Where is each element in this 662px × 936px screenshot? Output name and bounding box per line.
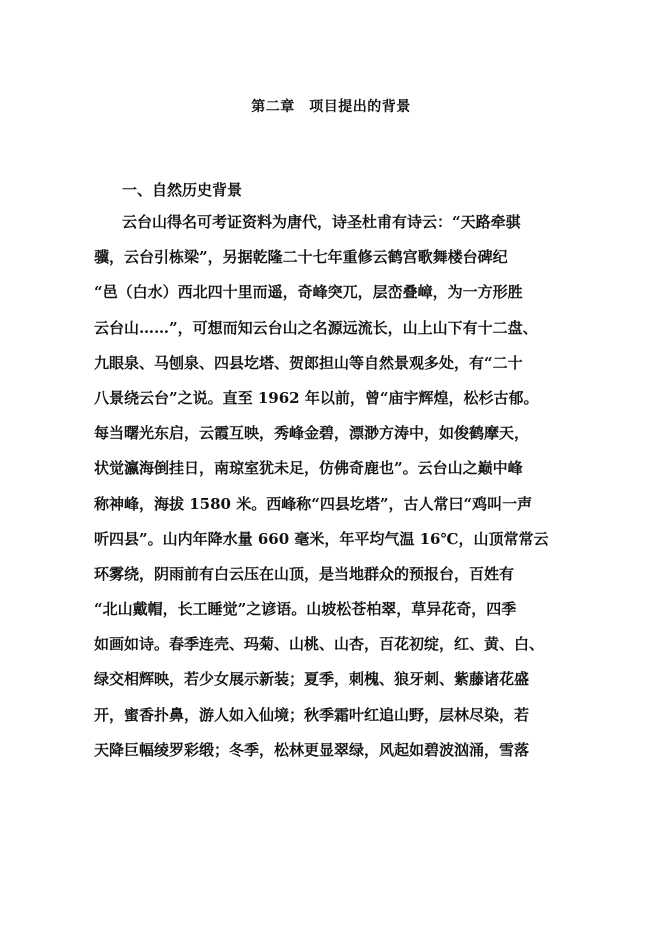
text-line: 云台山……”，可想而知云台山之名源远流长，山上山下有十二盘、: [94, 318, 538, 337]
text-line: 如画如诗。春季连壳、玛菊、山桃、山杏，百花初绽，红、黄、白、: [94, 635, 545, 654]
text-line: 天降巨幅绫罗彩缎；冬季，松林更显翠绿，风起如碧波汹涌，雪落: [94, 740, 530, 759]
text-line: 听四县”。山内年降水量 660 毫米，年平均气温 16℃，山顶常常云: [94, 529, 549, 548]
text-line: 状觉瀛海倒挂日，南琼室犹未足，仿佛奇鹿也”。云台山之巅中峰: [94, 459, 523, 478]
section-heading: 一、自然历史背景: [122, 181, 243, 199]
text-line: 云台山得名可考证资料为唐代，诗圣杜甫有诗云：“天路牵骐: [122, 213, 521, 231]
text-line: 九眼泉、马刨泉、四县圪塔、贺郎担山等自然景观多处，有“二十: [94, 353, 523, 372]
text-line: “北山戴帽，长工睡觉”之谚语。山坡松苍柏翠，草异花奇，四季: [94, 600, 517, 619]
text-line: “邑（白水）西北四十里而遥，奇峰突兀，层峦叠嶂，为一方形胜: [94, 283, 523, 302]
text-line: 绿交相辉映，若少女展示新装；夏季，刺槐、狼牙刺、紫藤诸花盛: [94, 670, 530, 689]
text-line: 环雾绕，阴雨前有白云压在山顶，是当地群众的预报台，百姓有: [94, 564, 515, 583]
text-line: 开，蜜香扑鼻，游人如入仙境；秋季霜叶红追山野，层林尽染，若: [94, 705, 530, 724]
chapter-title: 第二章 项目提出的背景: [251, 99, 411, 115]
text-line: 每当曙光东启，云霞互映，秀峰金碧，漂渺方涛中，如俊鹤摩天，: [94, 424, 530, 443]
text-line: 骥，云台引栋梁”，另据乾隆二十七年重修云鹤宫歌舞楼台碑纪: [94, 248, 508, 267]
body-text: [94, 205, 574, 768]
text-line: 八景绕云台”之说。直至 1962 年以前，曾“庙宇辉煌，松杉古郁。: [94, 388, 539, 407]
text-line: 称神峰，海拔 1580 米。西峰称“四县圪塔”，古人常曰“鸡叫一声: [94, 494, 533, 513]
